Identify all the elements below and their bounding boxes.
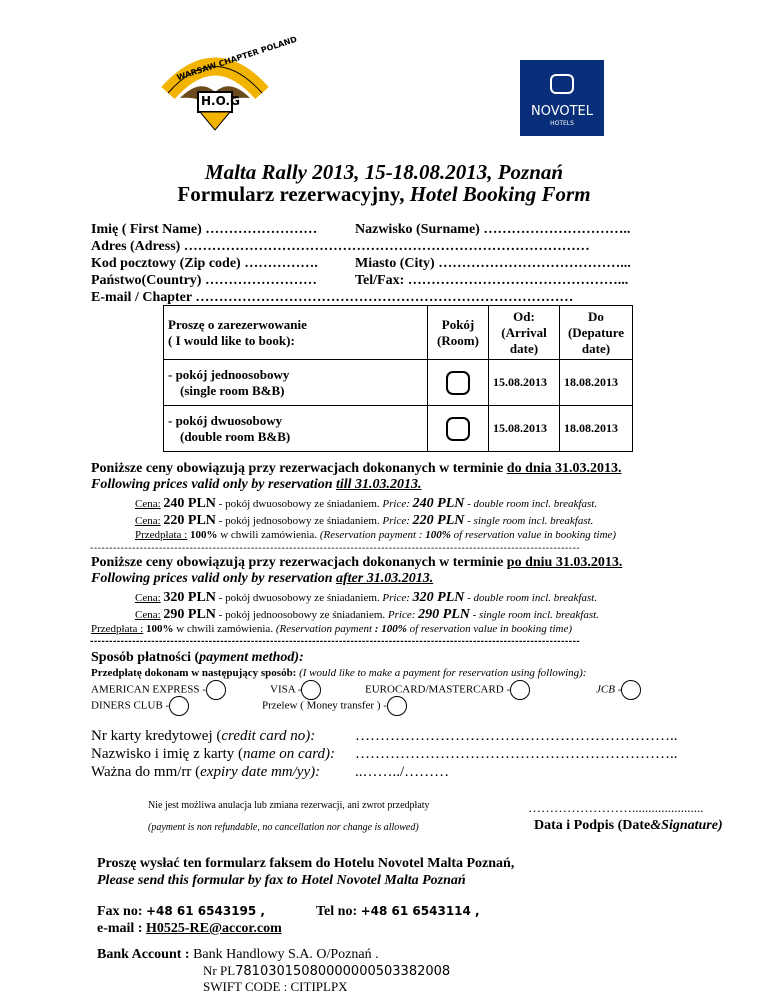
room-type-en: (double room B&B) [180,428,291,444]
payment-intro: Przedpłatę dokonam w następujący sposób: (I would like to make a payment for reservation using following): [91,667,587,679]
title-line1: Malta Rally 2013, 15-18.08.2013, Poznań [204,160,564,184]
header-arrival-en: (Arrival [501,324,547,340]
prepayment-line: Przedpłata : 100% w chwili zamówienia. (Reservation payment : 100% of reservation value in booking time) [91,623,573,635]
signature-label: Data i Podpis (Date&Signature) [534,818,723,833]
address-field[interactable]: Adres (Adress) …………………………………………………………………………… [91,239,590,254]
price-line: Cena: 290 PLN - pokój jednoosobowy ze śniadaniem. Price: 290 PLN - single room incl. breakfast. [135,607,599,622]
city-field[interactable]: Miasto (City) …………………………………... [355,256,631,271]
novotel-logo [520,60,604,136]
novotel-mark-icon [550,74,574,94]
fax-request-en: Please send this formular by fax to Hotel Novotel Malta Poznań [97,873,466,888]
hog-logo [160,34,299,138]
card-name-field[interactable]: ……………………………………………………….. [355,746,678,762]
header-arrival: Od: [513,308,535,324]
non-refundable-pl: Nie jest możliwa anulacja lub zmiana rezerwacji, ani zwrot przedpłaty [148,800,430,811]
price-line: Cena: 220 PLN - pokój jednosobowy ze śniadaniem. Price: 220 PLN - single room incl. breakfast. [135,513,594,528]
header-arrival-date: date) [509,340,539,356]
card-name-label: Nazwisko i imię z karty (name on card): [91,746,335,762]
zip-field[interactable]: Kod pocztowy (Zip code) ……………. [91,256,318,271]
departure-date: 18.08.2013 [560,406,633,452]
single-room-checkbox[interactable] [446,371,470,395]
double-room-checkbox[interactable] [446,417,470,441]
tel-number: Tel no: +48 61 6543114 , [316,904,480,919]
bank-account-number: Nr PL78103015080000000503382008 [203,963,451,979]
bank-account: Bank Account : Bank Handlowy S.A. O/Poznań . [97,947,379,962]
header-room-en: (Room) [437,332,479,348]
table-row [164,406,633,452]
divider: -------------------------------------------------------------------------------------------------------------------------------- [90,636,581,647]
fax-request-pl: Proszę wysłać ten formularz faksem do Hotelu Novotel Malta Poznań, [97,856,515,871]
arrival-date: 15.08.2013 [489,360,560,406]
visa-option[interactable]: VISA - [270,680,321,700]
eurocard-option[interactable]: EUROCARD/MASTERCARD - [365,680,530,700]
booking-table [163,305,633,452]
hotel-email: e-mail : H0525-RE@accor.com [97,921,282,936]
divider: -------------------------------------------------------------------------------------------------------------------------------- [90,543,581,554]
signature-field[interactable]: ……………………...................... [528,800,704,815]
transfer-radio[interactable] [387,696,407,716]
country-field[interactable]: Państwo(Country) …………………… [91,273,317,288]
card-expiry-label: Ważna do mm/rr (expiry date mm/yy): [91,764,321,780]
header-room: Pokój [441,316,475,332]
diners-radio[interactable] [169,696,189,716]
novotel-name: NOVOTEL [530,104,594,119]
table-row [164,360,633,406]
novotel-sub: HOTELS [550,120,574,127]
prices-after-heading-en: Following prices valid only by reservation after 31.03.2013. [91,571,434,586]
first-name-field[interactable]: Imię ( First Name) …………………… [91,222,318,237]
header-book-en: ( I would like to book): [168,332,295,348]
hog-arc-text: WARSAW CHAPTER POLAND [175,34,299,83]
swift-code: SWIFT CODE : CITIPLPX [203,979,348,994]
prices-after-heading: Poniższe ceny obowiązują przy rezerwacjach dokonanych w terminie po dniu 31.03.2013. [91,555,623,570]
amex-radio[interactable] [206,680,226,700]
room-type-en: (single room B&B) [180,382,285,398]
header-departure-en: (Depature [567,324,625,340]
amex-option[interactable]: AMERICAN EXPRESS - [91,680,226,700]
room-type-pl: - pokój jednoosobowy [168,366,290,382]
header-book-pl: Proszę o zarezerwowanie [168,316,307,332]
title-line2: Formularz rezerwacyjny, Hotel Booking Form [177,182,591,206]
prices-before-heading-en: Following prices valid only by reservation till 31.03.2013. [91,477,422,492]
card-number-field[interactable]: ……………………………………………………….. [355,728,678,744]
eurocard-radio[interactable] [510,680,530,700]
surname-field[interactable]: Nazwisko (Surname) ………………………….. [355,222,631,237]
card-number-label: Nr karty kredytowej (credit card no): [91,728,316,744]
hog-letters: H.O.G [201,94,240,108]
price-line: Cena: 320 PLN - pokój dwuosobowy ze śniadaniem. Price: 320 PLN - double room incl. breakfast. [135,590,598,605]
email-link[interactable]: H0525-RE@accor.com [145,921,282,936]
header-departure: Do [588,308,604,324]
diners-option[interactable]: DINERS CLUB - [91,696,189,716]
room-type-pl: - pokój dwuosobowy [168,412,283,428]
prepayment-line: Przedpłata : 100% w chwili zamówienia. (Reservation payment : 100% of reservation value in booking time) [135,529,617,541]
departure-date: 18.08.2013 [560,360,633,406]
card-expiry-field[interactable]: ..……../……… [355,764,450,780]
fax-number: Fax no: +48 61 6543195 , [97,904,265,919]
payment-heading: Sposób płatności (payment method): [91,650,304,665]
price-line: Cena: 240 PLN - pokój dwuosobowy ze śniadaniem. Price: 240 PLN - double room incl. breakfast. [135,496,598,511]
telfax-field[interactable]: Tel/Fax: ………………………………………... [355,273,629,288]
non-refundable-en: (payment is non refundable, no cancellation nor change is allowed) [148,822,419,833]
jcb-radio[interactable] [621,680,641,700]
transfer-option[interactable]: Przelew ( Money transfer ) - [262,696,407,716]
header-departure-date: date) [581,340,611,356]
prices-before-heading: Poniższe ceny obowiązują przy rezerwacjach dokonanych w terminie do dnia 31.03.2013. [91,461,622,476]
jcb-option[interactable]: JCB - [596,680,641,700]
arrival-date: 15.08.2013 [489,406,560,452]
email-chapter-field[interactable]: E-mail / Chapter ……………………………………………………………………… [91,290,574,305]
